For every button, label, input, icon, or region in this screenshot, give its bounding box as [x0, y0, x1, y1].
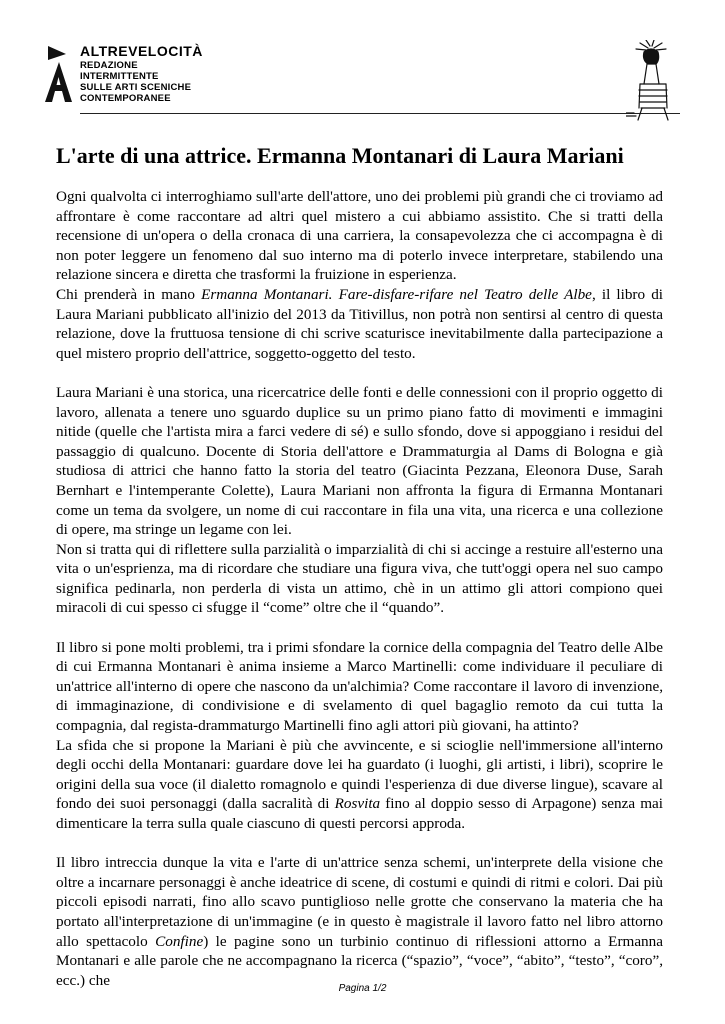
text-run: La sfida che si propone la Mariani è più che avvincente, e si scioglie nell'immersione all'interno degli occhi della Montanari: guardare dove lei ha guardato (i luoghi, gli artisti, i libri), scoprire le origini della sua voce (il dialetto romagnolo e quindi l'esperienza di due diverse lingue), scavare al fondo dei suoi personaggi (dalla sacralità di [56, 736, 663, 813]
work-title: Rosvita [334, 795, 381, 813]
paragraph: Il libro si pone molti problemi, tra i primi sfondare la cornice della compagnia del Teatro delle Albe di cui Ermanna Montanari è anima insieme a Marco Martinelli: come individuare il peculiare di un'attrice all'interno di opere che nascono da un'alchimia? Come raccontare il lavoro di invenzione, di immaginazione, di condivisione e di svelamento di quel bagaglio remoto da cui tutta la compagnia, dal regista-drammaturgo Martinelli fino agli attori più giovani, ha attinto? [56, 638, 663, 735]
tagline-line: REDAZIONE [80, 60, 138, 71]
article-title: L'arte di una attrice. Ermanna Montanari di Laura Mariani [56, 143, 624, 168]
text-run: Chi prenderà in mano [56, 285, 202, 303]
text-run: fino al doppio sesso di Arpagone) senza mai dimenticare la terra sulla quale ciascuno di questi percorsi approda. [56, 795, 663, 832]
paragraph: Ogni qualvolta ci interroghiamo sull'arte dell'attore, uno dei problemi più grandi che ci troviamo ad affrontare è come raccontare ad altri quel mistero a cui abbiamo assistito. Che si tratti della recensione di un'opera o della cronaca di una carriera, la consapevolezza che ci accompagna è di non poter leggere un fenomeno dal suo interno ma di poterlo invece interpretare, stabilendo una relazione sincera e diretta che trasformi la fruizione in esperienza. [56, 188, 663, 284]
paragraph: Laura Mariani è una storica, una ricercatrice delle fonti e delle connessioni con il proprio oggetto di lavoro, allenata a tenere uno sguardo duplice su un primo piano fatto di movimenti e immagini nitide (quelle che l'artista mira a farci vedere di sé) e sullo sfondo, dove si appoggiano i residui del passaggio di qualcuno. Docente di Storia dell'attore e Drammaturgia al Dams di Bologna e già studiosa di attrici che hanno fatto la storia del teatro (Giacinta Pezzana, Eleonora Duse, Sarah Bernhart e l'intemperante Colette), Laura Mariani non affronta la figura di Ermanna Montanari come un tema da svolgere, un nome di cui raccontare in fila una vita, una ricerca e una collezione di opere, ma stringe un legame con lei. [56, 383, 663, 539]
tagline-line: CONTEMPORANEE [80, 93, 171, 104]
work-title: Confine [155, 932, 204, 950]
tagline-line: INTERMITTENTE [80, 71, 159, 82]
altrevelocita-logo-icon [44, 44, 74, 104]
tagline-line: SULLE ARTI SCENICHE [80, 82, 192, 93]
book-title: Ermanna Montanari. Fare-disfare-rifare nel Teatro delle Albe [201, 285, 592, 303]
brand-tagline [80, 60, 203, 104]
brand-block [80, 44, 203, 104]
page-number: Pagina 1/2 [338, 983, 387, 994]
text-run: Il libro intreccia dunque la vita e l'arte di un'attrice senza schemi, un'interprete della visione che oltre a incarnare personaggi è anche ideatrice di scene, di costumi e quindi di ritmi e colori. Dai più piccoli episodi narrati, fino allo scavo puntiglioso nelle grotte che conservano la materia che ha portato all'interpretazione di un'immagine (e in questo è magistrale il lavoro fatto nel libro attorno allo spettacolo [56, 854, 663, 950]
article-body [56, 187, 663, 990]
text-run: , il libro di Laura Mariani pubblicato all'inizio del 2013 da Titivillus, non potrà non sentirsi al centro di questa relazione, dove la fruttuosa tensione di chi scrive scaturisce inevitabilmente dalla partecipazione a quel mistero proprio dell'attrice, soggetto-oggetto del testo. [56, 285, 664, 362]
text-run: ) le pagine sono un turbinio continuo di riflessioni attorno a Ermanna Montanari e alle parole che ne accompagnano la ricerca (“spazio”, “voce”, “abito”, “testo”, “coro”, ecc.) che [56, 932, 663, 989]
header-divider [80, 113, 680, 114]
paragraph: Non si tratta qui di riflettere sulla parzialità o imparzialità di chi si accinge a restuire all'esterno una vita o un'esprienza, ma di ricordare che studiare una figura viva, che tutt'oggi opera nel suo campo significa pedinarla, non perderla di vista un attimo, chè in un attimo gli attori compiono quei miracoli di cui spesso ci sfugge il “come” oltre che il “quando”. [56, 540, 663, 617]
paragraph [56, 285, 663, 363]
reader-illustration-icon [626, 40, 672, 124]
brand-name: ALTREVELOCITÀ [80, 43, 203, 59]
paragraph [56, 853, 663, 990]
paragraph [56, 736, 663, 834]
page-header [0, 0, 725, 130]
